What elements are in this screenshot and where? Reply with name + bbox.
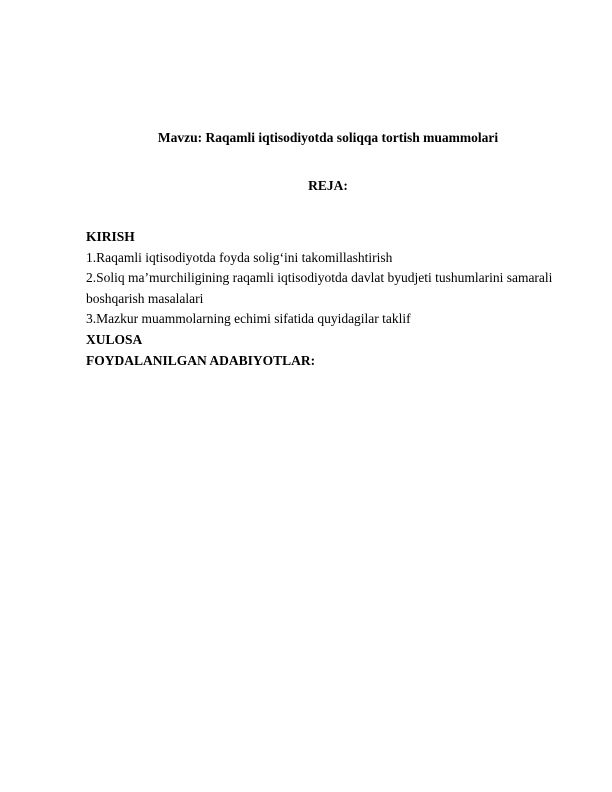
plan-item-introduction: KIRISH [86, 229, 135, 244]
plan-item-conclusion: XULOSA [86, 331, 143, 347]
plan-item-2-continued: boshqarish masalalari [86, 290, 204, 306]
plan-item-2: 2.Soliq ma’murchiligining raqamli iqtisodiyotda davlat byudjeti tushumlarini samarali [86, 270, 553, 286]
plan-item-3: 3.Mazkur muammolarning echimi sifatida quyidagilar taklif [86, 311, 411, 327]
plan-item-1: 1.Raqamli iqtisodiyotda foyda solig‘ini takomillashtirish [86, 249, 393, 265]
plan-heading: REJA: [308, 178, 348, 193]
plan-list [86, 227, 586, 371]
plan-item-references: FOYDALANILGAN ADABIYOTLAR: [86, 352, 316, 368]
document-title: Mavzu: Raqamli iqtisodiyotda soliqqa tortish muammolari [157, 130, 499, 145]
